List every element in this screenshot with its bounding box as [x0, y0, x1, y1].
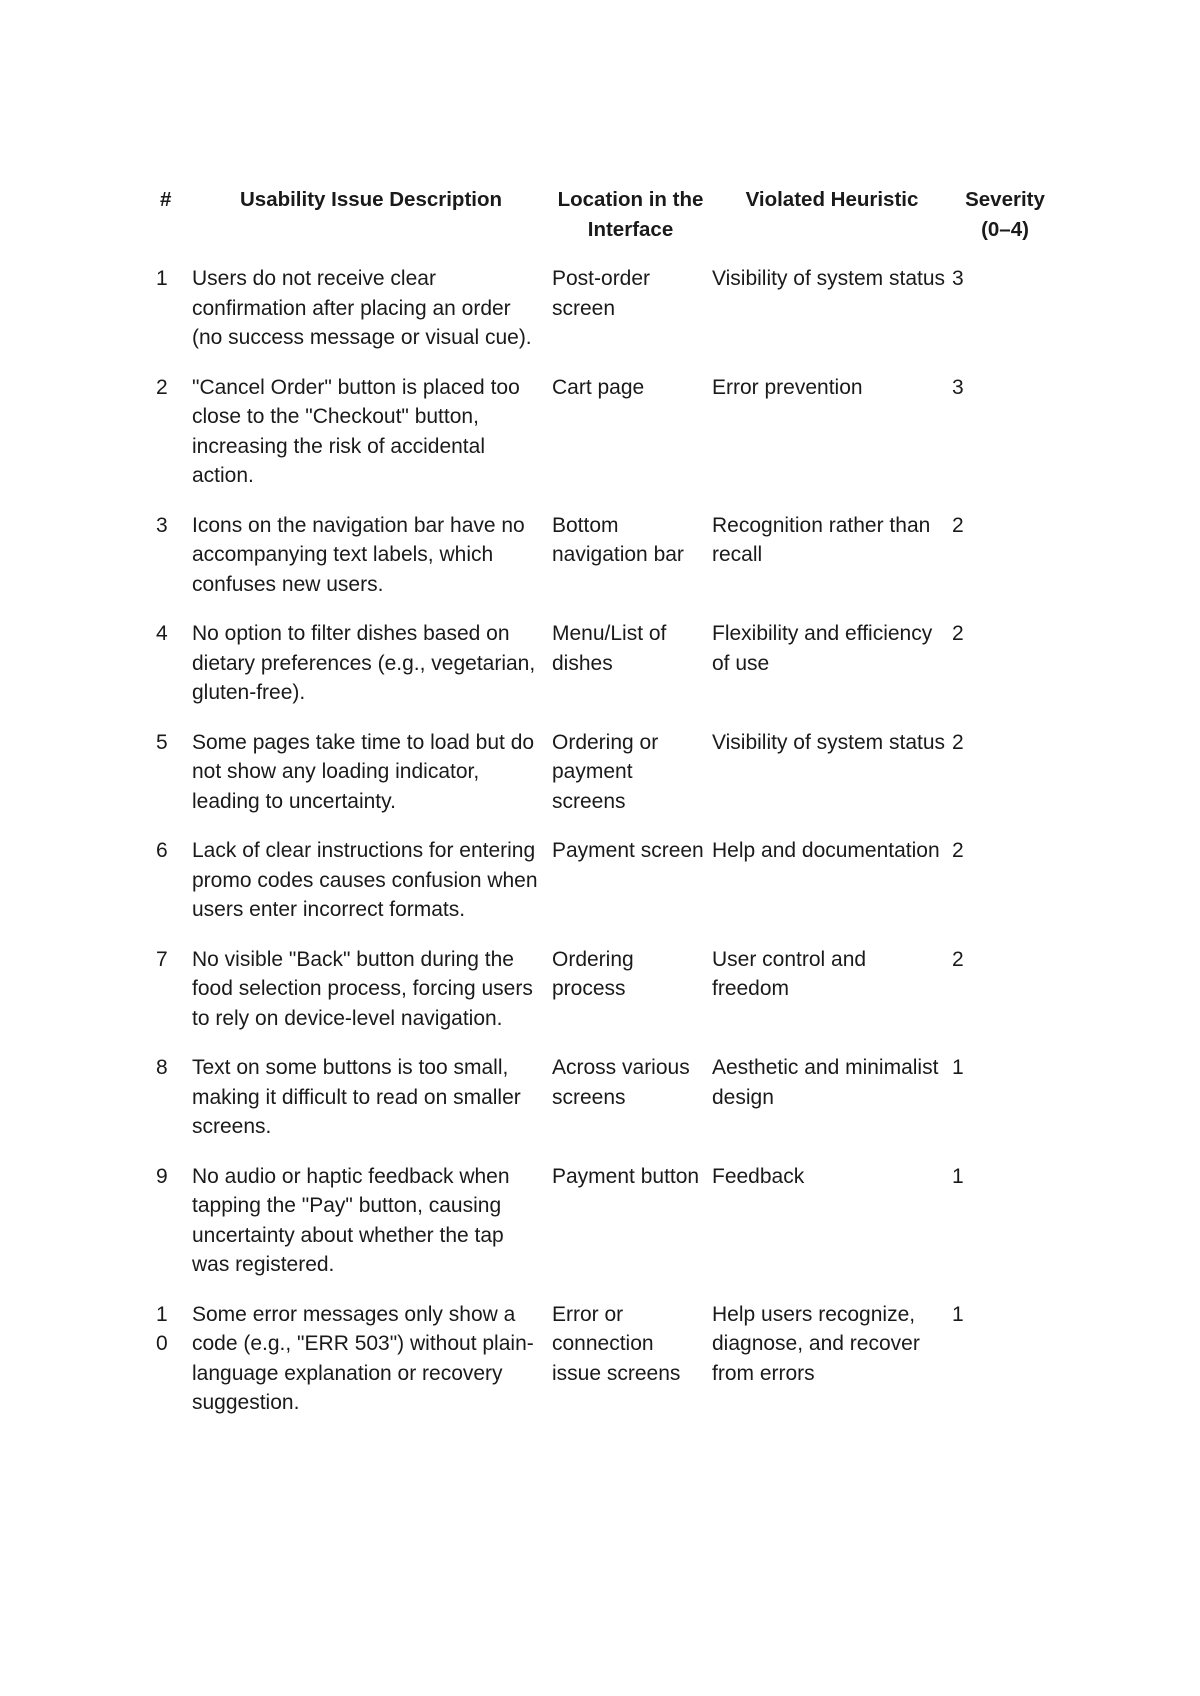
table-row: [145, 836, 1050, 945]
issue-location: Ordering process: [552, 947, 634, 1000]
violated-heuristic: Visibility of system status: [712, 730, 946, 754]
violated-heuristic: Help and documentation: [712, 839, 940, 862]
issue-location: Post-order screen: [552, 267, 651, 320]
issue-description: Text on some buttons is too small, making it difficult to read on smaller screens.: [192, 1056, 521, 1138]
row-number: 10: [156, 1302, 168, 1355]
severity-value: 3: [952, 375, 964, 399]
issue-location: Payment button: [552, 1164, 700, 1188]
severity-value: 1: [952, 1056, 964, 1079]
issue-location: Across various screens: [552, 1056, 690, 1109]
severity-value: 1: [952, 1164, 964, 1188]
table-row: [145, 1162, 1050, 1300]
issue-description: No audio or haptic feedback when tapping the "Pay" button, causing uncertainty about whether the tap was registered.: [192, 1164, 510, 1276]
issue-description: Icons on the navigation bar have no accompanying text labels, which confuses new users.: [192, 513, 525, 596]
severity-value: 3: [952, 267, 964, 290]
issue-location: Bottom navigation bar: [552, 513, 684, 566]
header-severity: Severity (0–4): [965, 188, 1045, 241]
row-number: 7: [156, 947, 168, 971]
header-number: #: [160, 188, 172, 211]
violated-heuristic: Error prevention: [712, 375, 863, 399]
header-description: Usability Issue Description: [239, 188, 503, 211]
row-number: 5: [156, 730, 168, 754]
issue-description: No visible "Back" button during the food selection process, forcing users to rely on device-level navigation.: [192, 947, 533, 1030]
table-header-row: [145, 185, 1050, 264]
violated-heuristic: Visibility of system status: [712, 267, 946, 290]
issue-description: Users do not receive clear confirmation after placing an order (no success message or visual cue).: [192, 267, 532, 349]
severity-value: 2: [952, 622, 964, 645]
severity-value: 2: [952, 513, 964, 537]
violated-heuristic: Flexibility and efficiency of use: [712, 622, 933, 675]
severity-value: 2: [952, 839, 964, 862]
violated-heuristic: Help users recognize, diagnose, and recover from errors: [712, 1302, 920, 1385]
table-row: [145, 1053, 1050, 1162]
table-row: [145, 264, 1050, 373]
issue-description: Lack of clear instructions for entering promo codes causes confusion when users enter incorrect formats.: [192, 839, 538, 921]
row-number: 6: [156, 839, 168, 862]
issue-location: Payment screen: [552, 839, 704, 862]
issue-location: Error or connection issue screens: [552, 1302, 681, 1385]
row-number: 3: [156, 513, 168, 537]
issue-location: Menu/List of dishes: [552, 622, 667, 675]
severity-value: 2: [952, 947, 964, 971]
usability-issues-table: [145, 185, 1050, 1438]
issue-description: No option to filter dishes based on dietary preferences (e.g., vegetarian, gluten-free).: [192, 622, 536, 704]
row-number: 4: [156, 622, 168, 645]
issue-location: Ordering or payment screens: [552, 730, 659, 813]
severity-value: 2: [952, 730, 964, 754]
row-number: 2: [156, 375, 168, 399]
issue-description: Some error messages only show a code (e.g., "ERR 503") without plain-language explanation or recovery suggestion.: [192, 1302, 534, 1414]
row-number: 9: [156, 1164, 168, 1188]
table-row: [145, 373, 1050, 511]
header-heuristic: Violated Heuristic: [745, 188, 919, 211]
table-row: [145, 728, 1050, 837]
violated-heuristic: Recognition rather than recall: [712, 513, 931, 566]
table-row: [145, 945, 1050, 1054]
row-number: 8: [156, 1056, 168, 1079]
violated-heuristic: Feedback: [712, 1164, 805, 1188]
header-location: Location in the Interface: [557, 188, 704, 241]
severity-value: 1: [952, 1302, 964, 1326]
issue-location: Cart page: [552, 375, 645, 399]
table-row: [145, 1300, 1050, 1438]
table-row: [145, 619, 1050, 728]
issue-description: Some pages take time to load but do not show any loading indicator, leading to uncertainty.: [192, 730, 535, 813]
violated-heuristic: Aesthetic and minimalist design: [712, 1056, 939, 1109]
issue-description: "Cancel Order" button is placed too close to the "Checkout" button, increasing the risk of accidental action.: [192, 375, 520, 487]
row-number: 1: [156, 267, 168, 290]
table-row: [145, 511, 1050, 620]
violated-heuristic: User control and freedom: [712, 947, 867, 1000]
